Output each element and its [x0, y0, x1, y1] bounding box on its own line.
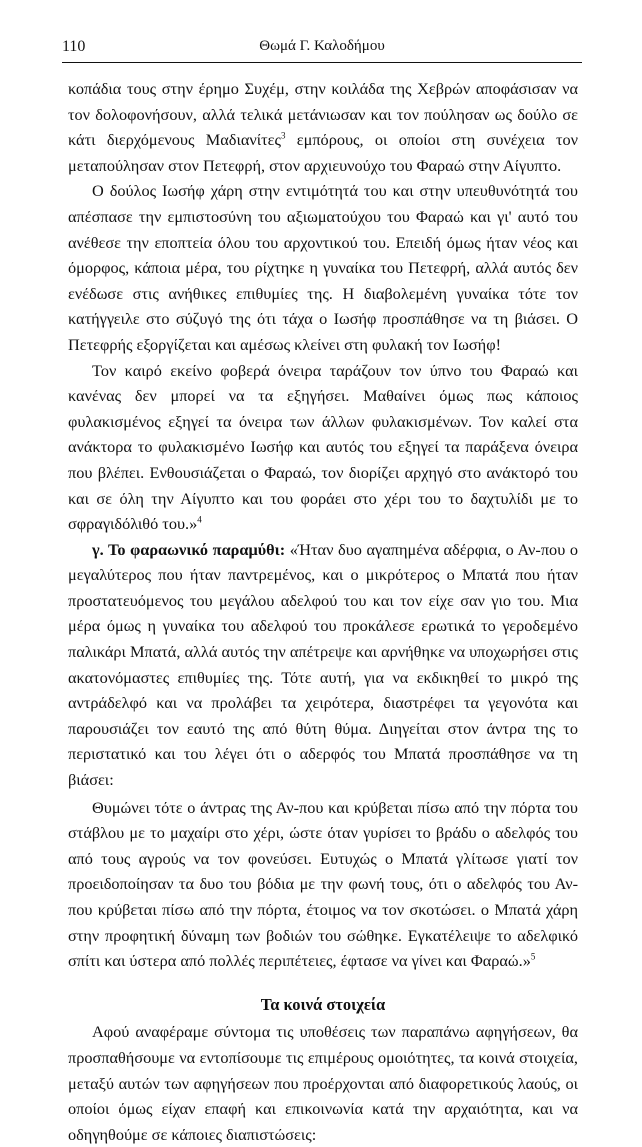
paragraph-5 [68, 795, 578, 974]
paragraph-6: Αφού αναφέραμε σύντομα τις υποθέσεις των παραπάνω αφηγήσεων, θα προσπαθήσουμε να εντοπίσουμε τις επιμέρους ομοιότητες, τα κοινά στοιχεία, μεταξύ αυτών των αφηγήσεων που προέρχονται από διαφορετικούς λαούς, οι οποίοι όμως είχαν επαφή και επικοινωνία κατά την αρχαιότητα, και να οδηγηθούμε σε κάποιες διαπιστώσεις: [68, 1022, 578, 1144]
section-heading: Τα κοινά στοιχεία [260, 994, 386, 1014]
paragraph-2: Ο δούλος Ιωσήφ χάρη στην εντιμότητά του και στην υπευθυνότητά του απέσπασε την εμπιστοσύνη του αξιωματούχου του Φαραώ και γι' αυτό του ανέθεσε την εποπτεία όλου του αρχοντικού του. Επειδή όμως ήταν νέος και όμορφος, κάποια μέρα, του ρίχτηκε η γυναίκα του Πετεφρή, αλλά αυτός δεν ενέδωσε στις ανήθικες επιθυμίες της. Η διαβολεμένη γυναίκα τότε τον κατήγγειλε στο σύζυγό της ότι τάχα ο Ιωσήφ προσπάθησε να τη βιάσει. Ο Πετεφρής εξοργίζεται και αμέσως κλείνει στη φυλακή τον Ιωσήφ! [68, 181, 578, 354]
paragraph-4-text: «Ήταν δυο αγαπημένα αδέρφια, ο Αν-που ο μεγαλύτερος που ήταν παντρεμένος, και ο μικρότερος ο Μπατά που ήταν προστατευόμενος του μεγάλου αδελφού του και τον είχε σαν γιο του. Μια μέρα όμως η γυναίκα του αδελφού του προκάλεσε ερωτικά το γεροδεμένο παλικάρι Μπατά, αλλά αυτός την απέτρεψε και αρνήθηκε να υποχωρήσει στις ακατονόμαστες επιθυμίες της. Τότε αυτή, για να εκδικηθεί το μικρό της αντράδελφό και να προλάβει τα χειρότερα, διαστρέφει τα γεγονότα και παρουσιάζει τον εαυτό της από θύτη θύμα. Διηγείται στον άντρα της το περιστατικό και του λέγει ότι ο αδερφός του Μπατά προσπάθησε να τη βιάσει: [68, 539, 578, 790]
paragraph-5-text: Θυμώνει τότε ο άντρας της Αν-που και κρύβεται πίσω από την πόρτα του στάβλου με το μαχαίρι στο χέρι, ώστε όταν γυρίσει το βράδυ ο αδελφός του από τους αγρούς να τον φονεύσει. Ευτυχώς ο Μπατά γλίτωσε γιατί τον προειδοποίησαν τα δυο του βόδια με την φωνή τους, ότι ο αδελφός του Αν-που κρύβεται πίσω από την πόρτα, έτοιμος να τον σκοτώσει. ο Μπατά χάρη στην προφητική δύναμη των βοδιών του σώθηκε. Εγκατέλειψε το αδελφικό σπίτι και ύστερα από πολλές περιπέτειες, έφτασε να γίνει και Φαραώ.» [68, 797, 578, 971]
paragraph-1 [68, 76, 578, 178]
paragraph-1-text-a: κοπάδια τους στην έρημο Συχέμ, στην κοιλάδα της Χεβρών αποφάσισαν να τον δολοφονήσουν, αλλά τελικά μετάνιωσαν και τον πούλησαν ως δούλο σε κάτι διερχόμενους Μαδιανίτες [68, 79, 578, 150]
paragraph-4 [68, 537, 578, 793]
paragraph-1-text-b: εμπόρους, οι οποίοι στη συνέχεια τον μεταπούλησαν στον Πετεφρή, στον αρχιευνούχο του Φαραώ στην Αίγυπτο. [68, 130, 578, 175]
page-number: 110 [62, 38, 86, 55]
paragraph-3 [68, 358, 578, 537]
paragraph-3-text: Τον καιρό εκείνο φοβερά όνειρα ταράζουν τον ύπνο του Φαραώ και κανένας δεν μπορεί να τα εξηγήσει. Μαθαίνει όμως πως κάποιος φυλακισμένος εξηγεί τα όνειρα των άλλων φυλακισμένων. Τον καλεί στα ανάκτορα το φυλακισμένο Ιωσήφ και αυτός του εξηγεί τα παράξενα όνειρα που βλέπει. Ενθουσιάζεται ο Φαραώ, τον διορίζει αρχηγό στο ανάκτορό του και σε όλη την Αίγυπτο και του φοράει στο χέρι του το δαχτυλίδι με το σφραγιδόλιθό του.» [68, 360, 578, 534]
body-text [68, 76, 578, 1147]
footnote-ref-5: 5 [530, 951, 536, 962]
tale-heading: γ. Το φαραωνικό παραμύθι: [92, 539, 286, 559]
footnote-ref-3: 3 [280, 130, 286, 141]
page-header [62, 36, 582, 63]
footnote-ref-4: 4 [197, 514, 202, 525]
running-title: Θωμά Γ. Καλοδήμου [259, 38, 385, 54]
